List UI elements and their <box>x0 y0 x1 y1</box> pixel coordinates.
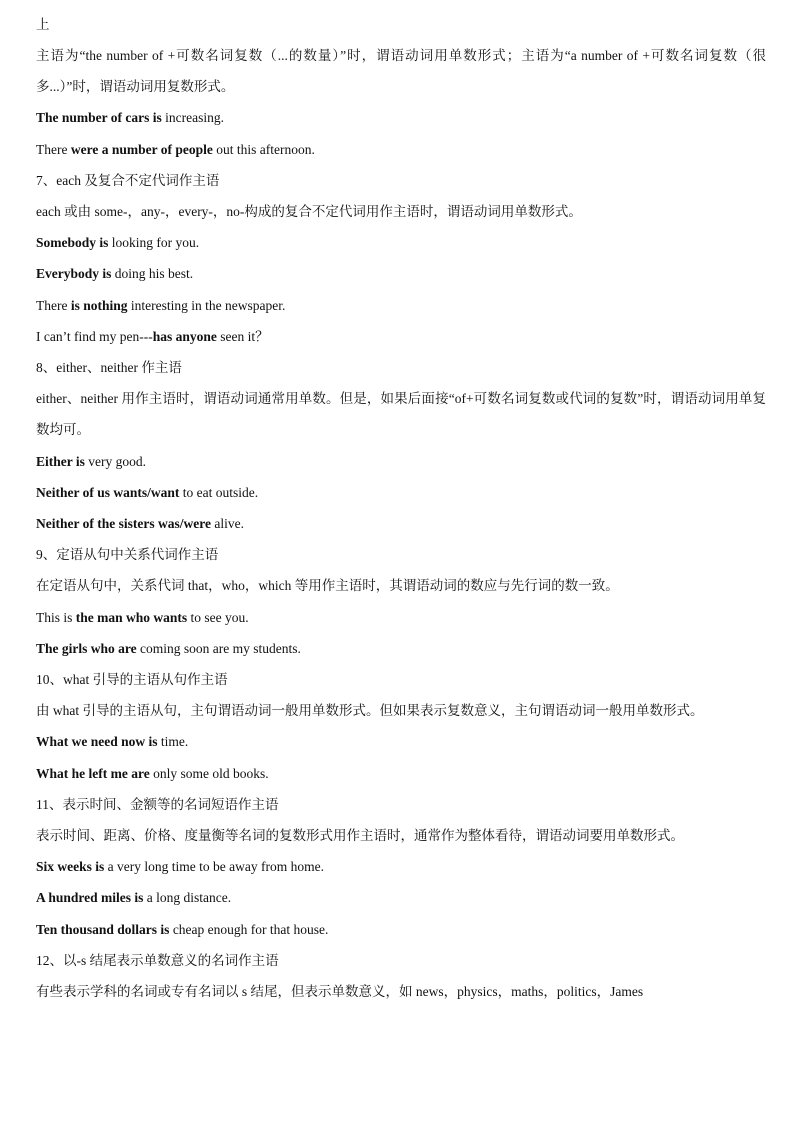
document-page <box>36 10 766 1007</box>
subject-predicate-bold: What we need now is <box>36 734 158 750</box>
subject-predicate-bold: What he left me are <box>36 765 150 781</box>
subject-predicate-bold: Ten thousand dollars is <box>36 921 170 937</box>
sections <box>36 165 766 1007</box>
section-heading: 12、以-s 结尾表示单数意义的名词作主语 <box>36 952 279 968</box>
example-sentence <box>36 602 766 633</box>
subject-predicate-bold: Neither of the sisters was/were <box>36 516 211 532</box>
sentence-text: time. <box>157 734 189 750</box>
subject-predicate-bold: Somebody is <box>36 235 109 251</box>
section-heading: 11、表示时间、金额等的名词短语作主语 <box>36 796 279 812</box>
intro-examples <box>36 102 766 164</box>
subject-predicate-bold: The girls who are <box>36 640 137 656</box>
subject-predicate-bold: Neither of us wants/want <box>36 484 180 500</box>
example-sentence <box>36 227 766 258</box>
sentence-text: only some old books. <box>149 765 269 781</box>
section-heading: 9、定语从句中关系代词作主语 <box>36 547 219 563</box>
section-heading: 7、each 及复合不定代词作主语 <box>36 172 220 188</box>
sentence-text: very good. <box>84 453 147 469</box>
subject-predicate-bold: is nothing <box>70 297 128 313</box>
top-fragment: 上 <box>36 17 50 32</box>
example-sentence <box>36 633 766 664</box>
sentence-text: increasing. <box>161 110 224 126</box>
example-sentence <box>36 914 766 945</box>
subject-predicate-bold: has anyone <box>152 328 217 344</box>
sentence-text: interesting in the newspaper. <box>127 297 286 313</box>
subject-predicate-bold: Everybody is <box>36 266 112 282</box>
example-sentence <box>36 134 766 165</box>
section-heading: 10、what 引导的主语从句作主语 <box>36 672 228 688</box>
section-rule: each 或由 some-，any-，every-，no-构成的复合不定代词用作主语时，谓语动词用单数形式。 <box>36 204 582 220</box>
example-sentence <box>36 851 766 882</box>
grammar-section <box>36 539 766 664</box>
sentence-text: coming soon are my students. <box>136 640 301 656</box>
subject-predicate-bold: Six weeks is <box>36 859 105 875</box>
subject-predicate-bold: The number of cars is <box>36 110 162 126</box>
sentence-text: out this afternoon. <box>212 141 315 157</box>
section-rule: 有些表示学科的名词或专有名词以 s 结尾，但表示单数意义，如 news，physics，maths，politics，James <box>36 984 644 1000</box>
sentence-text: alive. <box>210 516 244 532</box>
grammar-section <box>36 945 766 1007</box>
example-sentence <box>36 477 766 508</box>
sentence-text: cheap enough for that house. <box>169 921 329 937</box>
sentence-text: There <box>36 141 71 157</box>
sentence-text: to eat outside. <box>179 484 259 500</box>
sentence-text: a very long time to be away from home. <box>104 859 324 875</box>
example-sentence <box>36 446 766 477</box>
sentence-text: doing his best. <box>111 266 194 282</box>
section-heading: 8、either、neither 作主语 <box>36 360 182 376</box>
subject-predicate-bold: the man who wants <box>75 609 188 625</box>
example-sentence <box>36 290 766 321</box>
grammar-section <box>36 789 766 945</box>
section-rule: either、neither 用作主语时，谓语动词通常用单数。但是，如果后面接“of+可数名词复数或代词的复数”时，谓语动词用单复数均可。 <box>36 391 766 438</box>
sentence-text: seen it？ <box>216 328 269 344</box>
example-sentence <box>36 321 766 352</box>
sentence-text: a long distance. <box>143 890 232 906</box>
grammar-section <box>36 352 766 539</box>
sentence-text: to see you. <box>187 609 249 625</box>
subject-predicate-bold: Either is <box>36 453 85 469</box>
intro-rule: 主语为“the number of +可数名词复数（...的数量）”时，谓语动词用单数形式；主语为“a number of +可数名词复数（很多...）”时，谓语动词用复数形式。 <box>36 48 766 95</box>
subject-predicate-bold: were a number of people <box>70 141 213 157</box>
sentence-text: This is <box>36 609 76 625</box>
example-sentence <box>36 102 766 133</box>
example-sentence <box>36 508 766 539</box>
sentence-text: looking for you. <box>108 235 200 251</box>
section-rule: 在定语从句中，关系代词 that，who，which 等用作主语时，其谓语动词的数应与先行词的数一致。 <box>36 578 619 594</box>
grammar-section <box>36 664 766 789</box>
section-rule: 表示时间、距离、价格、度量衡等名词的复数形式用作主语时，通常作为整体看待，谓语动词要用单数形式。 <box>36 828 684 844</box>
subject-predicate-bold: A hundred miles is <box>36 890 144 906</box>
example-sentence <box>36 258 766 289</box>
sentence-text: There <box>36 297 71 313</box>
example-sentence <box>36 882 766 913</box>
example-sentence <box>36 726 766 757</box>
example-sentence <box>36 758 766 789</box>
grammar-section <box>36 165 766 352</box>
section-rule: 由 what 引导的主语从句，主句谓语动词一般用单数形式。但如果表示复数意义，主句谓语动词一般用单数形式。 <box>36 703 704 719</box>
sentence-text: I can’t find my pen--- <box>36 328 153 344</box>
